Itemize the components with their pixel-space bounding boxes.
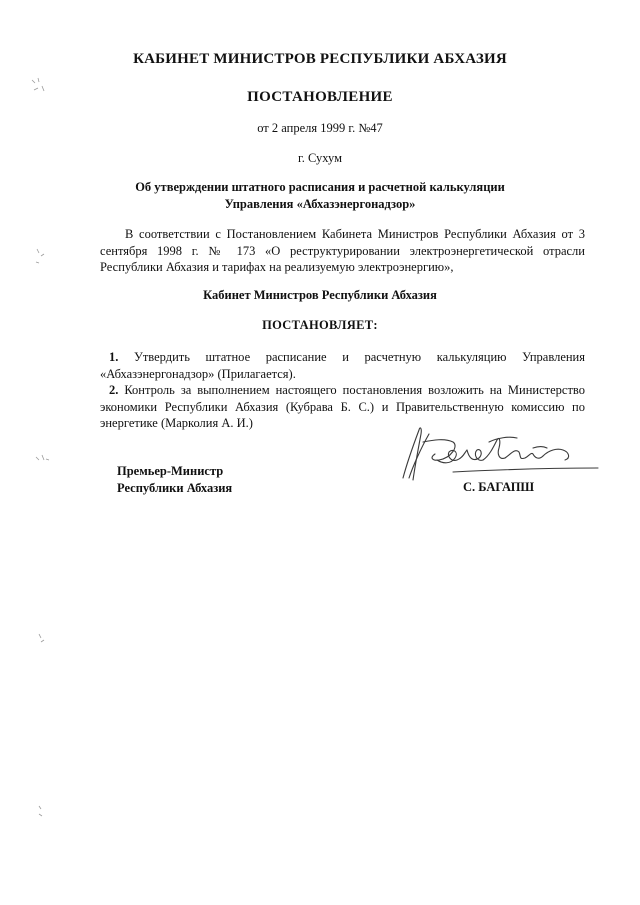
signatory-position xyxy=(117,463,232,497)
decree-word: ПОСТАНОВЛЯЕТ: xyxy=(262,318,378,332)
issuing-body: Кабинет Министров Республики Абхазия xyxy=(203,288,437,302)
position-line-1: Премьер-Министр xyxy=(117,464,224,478)
document-city: г. Сухум xyxy=(297,151,342,165)
scan-speck-icon xyxy=(28,74,52,98)
document-type: ПОСТАНОВЛЕНИЕ xyxy=(247,89,393,105)
item-number: 2. xyxy=(109,383,119,397)
subject-line-1: Об утверждении штатного расписания и расчетной калькуляции xyxy=(135,180,505,194)
scan-speck-icon xyxy=(32,449,56,473)
scan-speck-icon xyxy=(32,244,56,268)
scan-speck-icon xyxy=(33,800,57,824)
document-title: КАБИНЕТ МИНИСТРОВ РЕСПУБЛИКИ АБХАЗИЯ xyxy=(133,51,507,67)
handwritten-signature xyxy=(393,418,608,490)
position-line-2: Республики Абхазия xyxy=(117,481,233,495)
item-text: Утвердить штатное расписание и расчетную калькуляцию Управления «Абхазэнергонадзор» (Прилагается). xyxy=(100,350,585,381)
document-date: от 2 апреля 1999 г. №47 xyxy=(257,121,383,135)
item-text: Контроль за выполнением настоящего постановления возложить на Министерство экономики Республики Абхазия (Кубрава Б. С.) и Правительственную комиссию по энергетике (Марколия А. И.) xyxy=(100,383,586,430)
scan-speck-icon xyxy=(33,628,57,652)
preamble-paragraph: В соответствии с Постановлением Кабинета Министров Республики Абхазия от 3 сентября 1998 г. № 173 «О реструктурировании электроэнергетической отрасли Республики Абхазия и тарифах на реализуемую электроэнергию», xyxy=(100,227,585,274)
signatory-name: С. БАГАПШ xyxy=(463,480,535,494)
document-subject xyxy=(0,179,640,213)
subject-line-2: Управления «Абхазэнергонадзор» xyxy=(224,197,416,211)
resolution-item-1 xyxy=(100,349,585,382)
item-number: 1. xyxy=(109,350,119,364)
